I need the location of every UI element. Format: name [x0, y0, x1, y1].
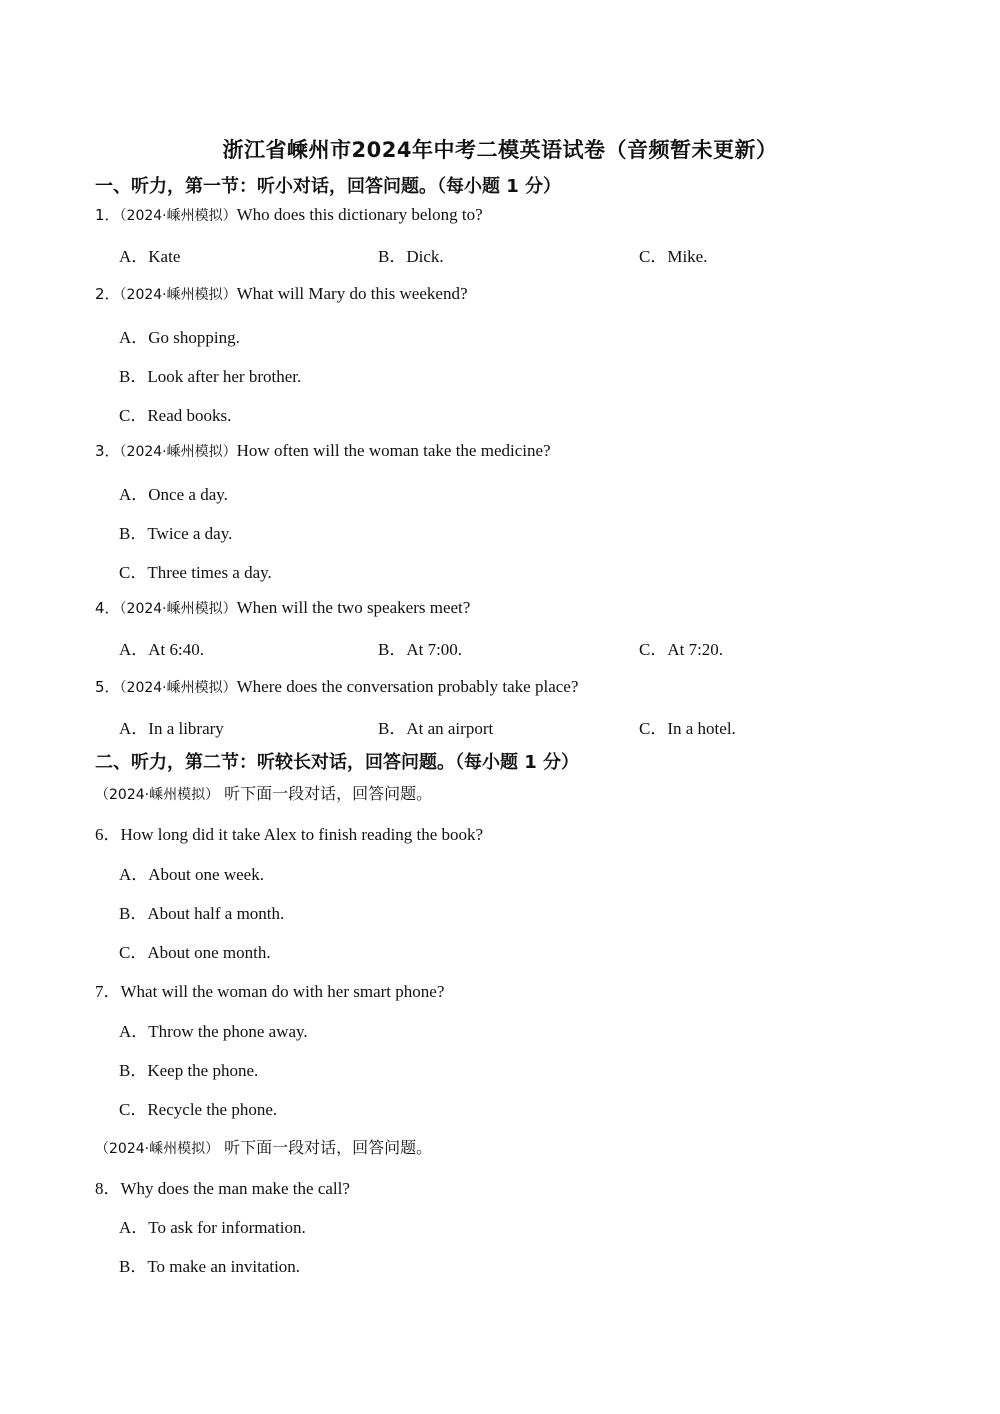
question-source: （2024·嵊州模拟）: [119, 208, 237, 224]
q1-option-c: C．Mike.: [639, 247, 708, 266]
q7-option-b: B．Keep the phone.: [119, 1061, 259, 1080]
question-text: When will the two speakers meet?: [236, 598, 471, 617]
q2-option-a: A．Go shopping.: [119, 328, 240, 347]
question-2: [95, 283, 468, 304]
question-5: [95, 676, 578, 697]
q1-option-b: B．Dick.: [378, 247, 444, 266]
question-number: 4．: [95, 599, 120, 617]
q2-option-b: B．Look after her brother.: [119, 367, 302, 386]
q4-option-b: B．At 7:00.: [378, 640, 463, 659]
q2-option-c: C．Read books.: [119, 406, 232, 425]
question-text: Who does this dictionary belong to?: [236, 205, 483, 224]
question-3: [95, 440, 551, 461]
question-source: （2024·嵊州模拟）: [95, 787, 220, 803]
q6-option-c: C．About one month.: [119, 943, 271, 962]
question-source: （2024·嵊州模拟）: [95, 1141, 220, 1157]
q5-option-c: C．In a hotel.: [639, 719, 736, 738]
q3-option-a: A．Once a day.: [119, 485, 228, 504]
question-number: 1．: [95, 206, 120, 224]
q4-option-c: C．At 7:20.: [639, 640, 724, 659]
q3-option-b: B．Twice a day.: [119, 524, 233, 543]
q3-option-c: C．Three times a day.: [119, 563, 272, 582]
q6-option-b: B．About half a month.: [119, 904, 285, 923]
intro-text: 听下面一段对话，回答问题。: [219, 784, 433, 803]
question-7: 7．What will the woman do with her smart phone?: [95, 982, 445, 1001]
section-heading-2: 二、听力，第二节：听较长对话，回答问题。（每小题 1 分）: [95, 752, 580, 773]
q8-option-b: B．To make an invitation.: [119, 1257, 301, 1276]
question-8: 8．Why does the man make the call?: [95, 1179, 350, 1198]
question-number: 2．: [95, 285, 120, 303]
q7-option-c: C．Recycle the phone.: [119, 1100, 278, 1119]
question-text: Where does the conversation probably take place?: [236, 677, 579, 696]
question-4: [95, 597, 470, 618]
q8-option-a: A．To ask for information.: [119, 1218, 306, 1237]
question-text: What will Mary do this weekend?: [236, 284, 468, 303]
q4-option-a: A．At 6:40.: [119, 640, 204, 659]
dialogue-intro-1: [95, 781, 432, 804]
question-number: 3．: [95, 442, 120, 460]
q6-option-a: A．About one week.: [119, 865, 264, 884]
q5-option-a: A．In a library: [119, 719, 224, 738]
section-heading-1: 一、听力，第一节：听小对话，回答问题。（每小题 1 分）: [95, 176, 562, 197]
question-text: How often will the woman take the medicine?: [236, 441, 551, 460]
intro-text: 听下面一段对话，回答问题。: [219, 1138, 433, 1157]
q1-option-a: A．Kate: [119, 247, 181, 266]
q7-option-a: A．Throw the phone away.: [119, 1022, 308, 1041]
question-source: （2024·嵊州模拟）: [119, 601, 237, 617]
question-6: 6．How long did it take Alex to finish reading the book?: [95, 825, 484, 844]
page-title: 浙江省嵊州市2024年中考二模英语试卷（音频暂未更新）: [222, 138, 778, 162]
dialogue-intro-2: [95, 1135, 432, 1158]
question-source: （2024·嵊州模拟）: [119, 680, 237, 696]
q5-option-b: B．At an airport: [378, 719, 494, 738]
question-source: （2024·嵊州模拟）: [119, 444, 237, 460]
question-source: （2024·嵊州模拟）: [119, 287, 237, 303]
question-number: 5．: [95, 678, 120, 696]
question-1: [95, 204, 483, 225]
